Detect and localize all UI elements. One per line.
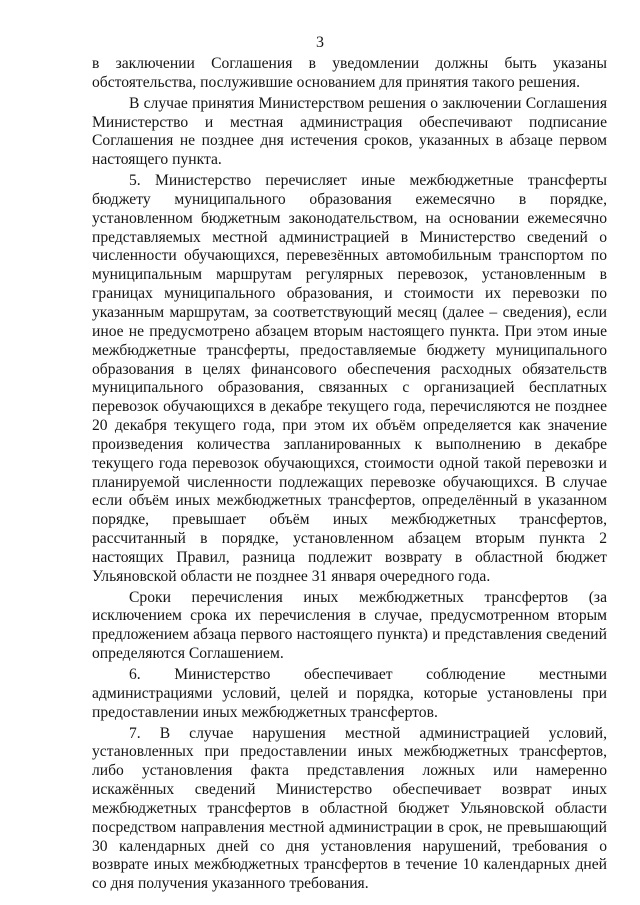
document-body [92, 55, 607, 896]
paragraph-item-7: 7. В случае нарушения местной администрацией условий, установленных при предоставлении иных межбюджетных трансфертов, либо установления факта представления ложных или намеренно искажённых сведений Министерство обеспечивает возврат иных межбюджетных трансфертов в областной бюджет Ульяновской области посредством направления местной администрации в срок, не превышающий 30 календарных дней со дня установления нарушений, требования о возврате иных межбюджетных трансфертов в течение 10 календарных дней со дня получения указанного требования. [92, 724, 607, 893]
paragraph-transfer-terms: Сроки перечисления иных межбюджетных трансфертов (за исключением срока их перечисления в случае, предусмотренном вторым предложением абзаца первого настоящего пункта) и представления сведений определяются Соглашением. [92, 588, 607, 663]
paragraph-continuation: в заключении Соглашения в уведомлении должны быть указаны обстоятельства, послужившие основанием для принятия такого решения. [92, 55, 607, 91]
paragraph-item-5: 5. Министерство перечисляет иные межбюджетные трансферты бюджету муниципального образования ежемесячно в порядке, установленном бюджетным законодательством, на основании ежемесячно представляемых местной администрацией в Министерство сведений о численности обучающихся, перевезённых автомобильным транспортом по муниципальным маршрутам регулярных перевозок, установленным в границах муниципального образования, и стоимости их перевозки по указанным маршрутам, за соответствующий месяц (далее – сведения), если иное не предусмотрено абзацем вторым настоящего пункта. При этом иные межбюджетные трансферты, предоставляемые бюджету муниципального образования в целях финансового обеспечения расходных обязательств муниципального образования, связанных с организацией бесплатных перевозок обучающихся в декабре текущего года, перечисляются не позднее 20 декабря текущего года, при этом их объём определяется как значение произведения количества запланированных к выполнению в декабре текущего года перевозок обучающихся, стоимости одной такой перевозки и планируемой численности подлежащих перевозке обучающихся. В случае если объём иных межбюджетных трансфертов, определённый в указанном порядке, превышает объём иных межбюджетных трансфертов, рассчитанный в порядке, установленном абзацем вторым пункта 2 настоящих Правил, разница подлежит возврату в областной бюджет Ульяновской области не позднее 31 января очередного года. [92, 172, 607, 585]
paragraph-agreement-signing: В случае принятия Министерством решения о заключении Соглашения Министерство и местная администрация обеспечивают подписание Соглашения не позднее дня истечения сроков, указанных в абзаце первом настоящего пункта. [92, 94, 607, 169]
page-number: 3 [316, 34, 324, 51]
paragraph-item-6: 6. Министерство обеспечивает соблюдение местными администрациями условий, целей и порядка, которые установлены при предоставлении иных межбюджетных трансфертов. [92, 666, 607, 721]
